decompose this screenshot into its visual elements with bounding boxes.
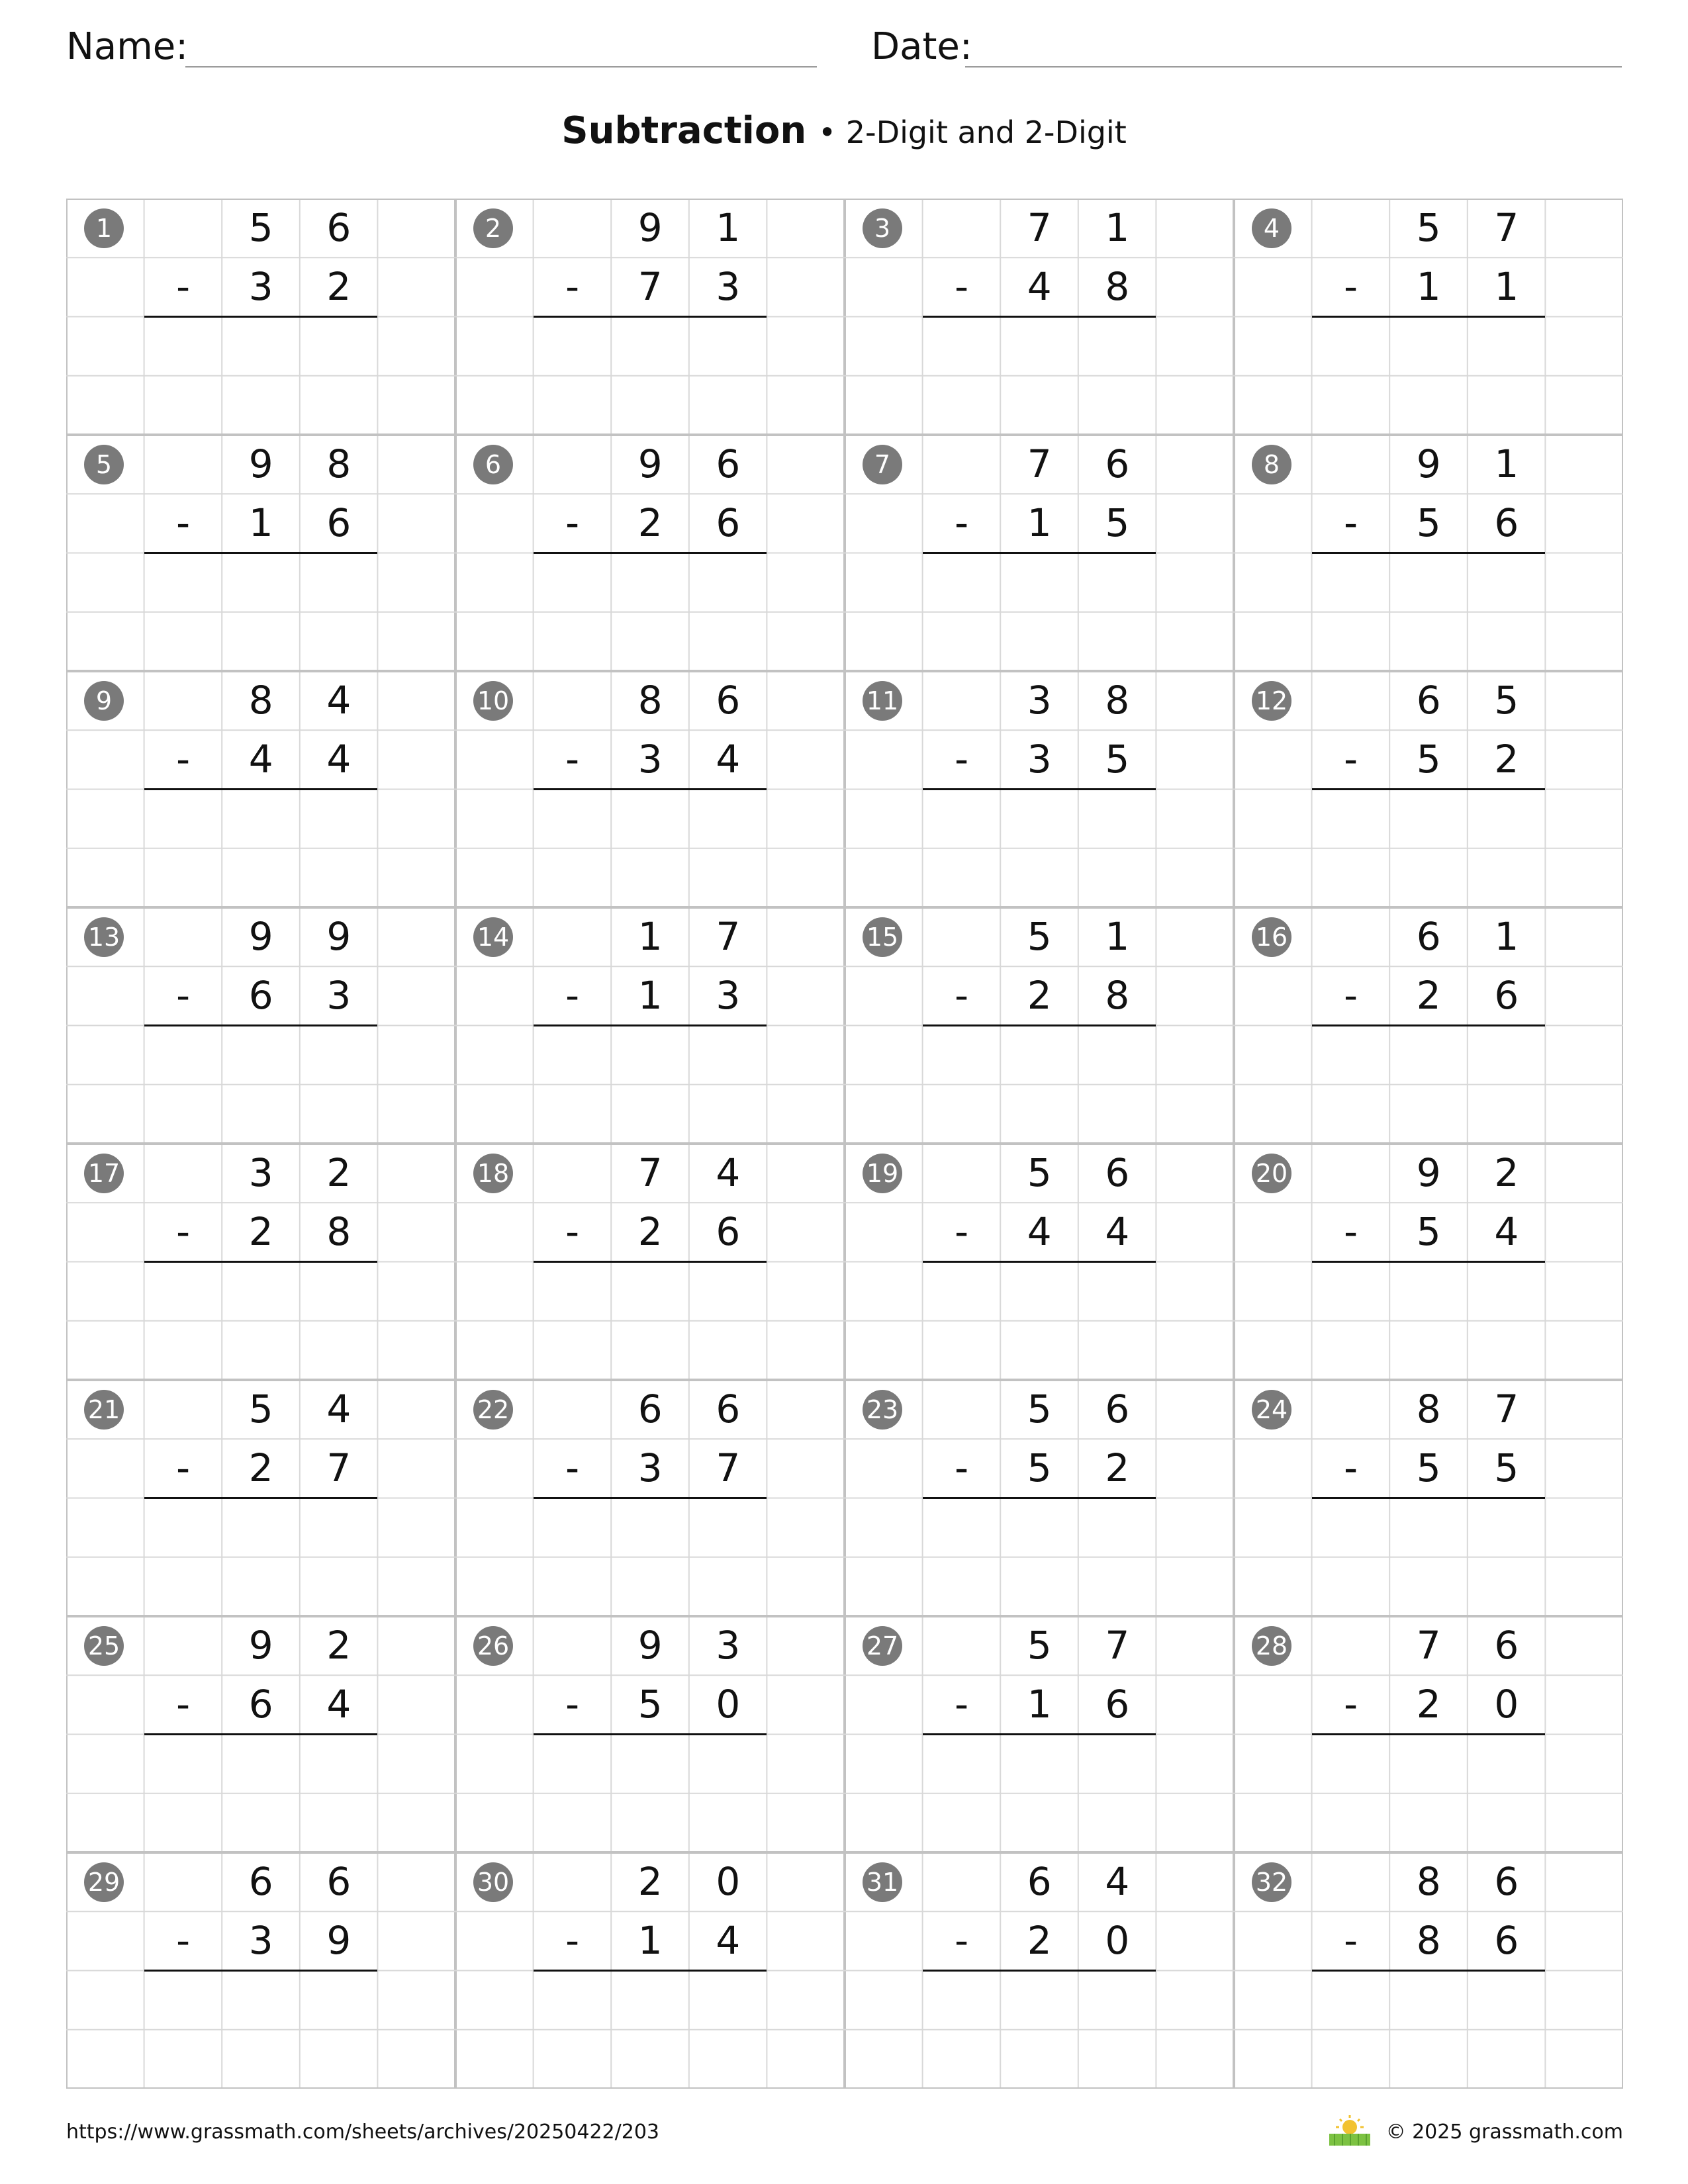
subtrahend-tens-digit: 4 — [1027, 1209, 1052, 1255]
minus-sign: - — [176, 500, 191, 546]
subtrahend-tens-digit: 2 — [1416, 1682, 1441, 1727]
minuend-ones-digit: 6 — [716, 1387, 741, 1432]
minus-sign: - — [1344, 500, 1358, 546]
name-label: Name: — [66, 25, 189, 68]
minus-sign: - — [955, 500, 969, 546]
minuend-ones-digit: 6 — [1494, 1859, 1519, 1904]
minuend-tens-digit: 7 — [1027, 205, 1052, 250]
minuend-tens-digit: 9 — [1416, 441, 1441, 486]
problem-number-badge: 13 — [84, 917, 124, 957]
minus-sign: - — [955, 1445, 969, 1491]
problem-number-badge: 7 — [863, 445, 902, 484]
problem-12 — [1234, 671, 1623, 907]
minus-sign: - — [955, 737, 969, 782]
minuend-ones-digit: 6 — [1105, 441, 1130, 486]
problem-13 — [66, 907, 455, 1144]
minus-sign: - — [176, 1682, 191, 1727]
problem-14 — [455, 907, 845, 1144]
subtrahend-tens-digit: 1 — [1027, 500, 1052, 546]
answer-rule — [534, 1024, 767, 1026]
subtrahend-tens-digit: 2 — [248, 1445, 273, 1491]
answer-rule — [144, 1497, 378, 1499]
subtrahend-ones-digit: 0 — [1494, 1682, 1519, 1727]
minuend-ones-digit: 6 — [326, 1859, 352, 1904]
answer-rule — [144, 316, 378, 318]
subtrahend-tens-digit: 4 — [1027, 264, 1052, 310]
minuend-tens-digit: 7 — [1416, 1623, 1441, 1668]
minuend-tens-digit: 5 — [248, 1387, 273, 1432]
subtrahend-tens-digit: 2 — [248, 1209, 273, 1255]
answer-rule — [534, 1970, 767, 1972]
answer-rule — [144, 1733, 378, 1735]
minuend-ones-digit: 1 — [716, 205, 741, 250]
problem-number-badge: 31 — [863, 1862, 902, 1902]
minuend-ones-digit: 2 — [326, 1150, 352, 1195]
problem-22 — [455, 1380, 845, 1616]
problem-number-badge: 3 — [863, 208, 902, 248]
minuend-tens-digit: 2 — [637, 1859, 663, 1904]
problem-9 — [66, 671, 455, 907]
problem-21 — [66, 1380, 455, 1616]
minus-sign: - — [565, 1682, 580, 1727]
minuend-tens-digit: 3 — [1027, 678, 1052, 723]
answer-rule — [923, 552, 1156, 554]
problem-20 — [1234, 1144, 1623, 1380]
date-line — [965, 66, 1622, 68]
minuend-ones-digit: 2 — [1494, 1150, 1519, 1195]
subtrahend-ones-digit: 7 — [716, 1445, 741, 1491]
minuend-tens-digit: 8 — [1416, 1387, 1441, 1432]
minuend-tens-digit: 8 — [248, 678, 273, 723]
answer-rule — [923, 1970, 1156, 1972]
name-field — [66, 24, 817, 70]
minus-sign: - — [1344, 1445, 1358, 1491]
subtrahend-ones-digit: 7 — [326, 1445, 352, 1491]
minus-sign: - — [1344, 1209, 1358, 1255]
minus-sign: - — [176, 264, 191, 310]
subtrahend-tens-digit: 3 — [637, 1445, 663, 1491]
answer-rule — [923, 1024, 1156, 1026]
answer-rule — [1312, 1970, 1546, 1972]
minuend-ones-digit: 6 — [716, 441, 741, 486]
subtrahend-ones-digit: 5 — [1105, 500, 1130, 546]
subtrahend-tens-digit: 2 — [1416, 973, 1441, 1019]
subtrahend-tens-digit: 3 — [248, 264, 273, 310]
problem-3 — [845, 199, 1234, 435]
title-sub: • 2-Digit and 2-Digit — [818, 114, 1127, 150]
problem-number-badge: 25 — [84, 1626, 124, 1666]
minuend-tens-digit: 5 — [1027, 1623, 1052, 1668]
subtrahend-tens-digit: 7 — [637, 264, 663, 310]
minuend-tens-digit: 5 — [1027, 1150, 1052, 1195]
minuend-ones-digit: 6 — [716, 678, 741, 723]
minuend-ones-digit: 5 — [1494, 678, 1519, 723]
answer-rule — [1312, 1261, 1546, 1263]
worksheet-title — [0, 105, 1688, 159]
subtrahend-tens-digit: 3 — [637, 737, 663, 782]
minuend-tens-digit: 1 — [637, 914, 663, 959]
minuend-tens-digit: 5 — [1027, 914, 1052, 959]
subtrahend-tens-digit: 1 — [1416, 264, 1441, 310]
subtrahend-tens-digit: 6 — [248, 973, 273, 1019]
problem-number-badge: 26 — [473, 1626, 513, 1666]
subtrahend-tens-digit: 5 — [637, 1682, 663, 1727]
subtrahend-ones-digit: 2 — [326, 264, 352, 310]
subtrahend-ones-digit: 6 — [716, 1209, 741, 1255]
minuend-ones-digit: 8 — [1105, 678, 1130, 723]
subtrahend-ones-digit: 8 — [326, 1209, 352, 1255]
problem-number-badge: 21 — [84, 1390, 124, 1430]
minus-sign: - — [955, 1682, 969, 1727]
problem-number-badge: 14 — [473, 917, 513, 957]
minus-sign: - — [565, 1918, 580, 1964]
problem-number-badge: 9 — [84, 681, 124, 721]
problem-16 — [1234, 907, 1623, 1144]
problem-28 — [1234, 1616, 1623, 1852]
minus-sign: - — [955, 1918, 969, 1964]
problem-17 — [66, 1144, 455, 1380]
minus-sign: - — [1344, 737, 1358, 782]
minuend-tens-digit: 6 — [248, 1859, 273, 1904]
answer-rule — [534, 788, 767, 790]
subtrahend-ones-digit: 6 — [326, 500, 352, 546]
minuend-tens-digit: 5 — [1027, 1387, 1052, 1432]
subtrahend-ones-digit: 8 — [1105, 264, 1130, 310]
subtrahend-ones-digit: 8 — [1105, 973, 1130, 1019]
minus-sign: - — [955, 264, 969, 310]
answer-rule — [923, 788, 1156, 790]
answer-rule — [534, 1261, 767, 1263]
problem-29 — [66, 1852, 455, 2089]
minus-sign: - — [176, 973, 191, 1019]
subtrahend-ones-digit: 6 — [1494, 973, 1519, 1019]
answer-rule — [1312, 788, 1546, 790]
minus-sign: - — [176, 1209, 191, 1255]
minus-sign: - — [565, 973, 580, 1019]
minuend-ones-digit: 7 — [1494, 205, 1519, 250]
answer-rule — [1312, 1733, 1546, 1735]
subtrahend-ones-digit: 6 — [716, 500, 741, 546]
subtrahend-tens-digit: 8 — [1416, 1918, 1441, 1964]
problem-4 — [1234, 199, 1623, 435]
problem-number-badge: 16 — [1252, 917, 1291, 957]
subtrahend-ones-digit: 2 — [1494, 737, 1519, 782]
problem-number-badge: 15 — [863, 917, 902, 957]
minuend-tens-digit: 9 — [637, 205, 663, 250]
title-main: Subtraction — [561, 109, 807, 152]
minuend-ones-digit: 4 — [326, 678, 352, 723]
minuend-ones-digit: 1 — [1494, 441, 1519, 486]
minuend-ones-digit: 0 — [716, 1859, 741, 1904]
minus-sign: - — [565, 1209, 580, 1255]
minus-sign: - — [1344, 1682, 1358, 1727]
subtrahend-ones-digit: 6 — [1494, 500, 1519, 546]
problem-number-badge: 1 — [84, 208, 124, 248]
problem-11 — [845, 671, 1234, 907]
problem-number-badge: 8 — [1252, 445, 1291, 484]
problem-30 — [455, 1852, 845, 2089]
answer-rule — [534, 1497, 767, 1499]
problem-25 — [66, 1616, 455, 1852]
subtrahend-ones-digit: 5 — [1105, 737, 1130, 782]
problem-number-badge: 19 — [863, 1154, 902, 1193]
subtrahend-tens-digit: 3 — [248, 1918, 273, 1964]
name-line — [185, 66, 817, 68]
problem-7 — [845, 435, 1234, 671]
problem-26 — [455, 1616, 845, 1852]
date-field — [871, 24, 1622, 70]
subtrahend-ones-digit: 4 — [716, 1918, 741, 1964]
minus-sign: - — [176, 737, 191, 782]
subtrahend-ones-digit: 2 — [1105, 1445, 1130, 1491]
problem-number-badge: 20 — [1252, 1154, 1291, 1193]
problem-number-badge: 2 — [473, 208, 513, 248]
minuend-tens-digit: 5 — [1416, 205, 1441, 250]
problem-24 — [1234, 1380, 1623, 1616]
answer-rule — [534, 552, 767, 554]
problem-8 — [1234, 435, 1623, 671]
problem-15 — [845, 907, 1234, 1144]
problem-number-badge: 24 — [1252, 1390, 1291, 1430]
minuend-tens-digit: 7 — [637, 1150, 663, 1195]
subtrahend-tens-digit: 5 — [1027, 1445, 1052, 1491]
answer-rule — [923, 1733, 1156, 1735]
subtrahend-ones-digit: 5 — [1494, 1445, 1519, 1491]
subtrahend-ones-digit: 9 — [326, 1918, 352, 1964]
subtrahend-tens-digit: 2 — [637, 500, 663, 546]
minuend-tens-digit: 8 — [637, 678, 663, 723]
subtrahend-tens-digit: 4 — [248, 737, 273, 782]
minuend-ones-digit: 3 — [716, 1623, 741, 1668]
problem-number-badge: 28 — [1252, 1626, 1291, 1666]
problem-number-badge: 6 — [473, 445, 513, 484]
minus-sign: - — [565, 264, 580, 310]
answer-rule — [534, 316, 767, 318]
subtrahend-ones-digit: 3 — [716, 264, 741, 310]
problem-number-badge: 11 — [863, 681, 902, 721]
problem-number-badge: 29 — [84, 1862, 124, 1902]
minuend-tens-digit: 5 — [248, 205, 273, 250]
subtrahend-ones-digit: 3 — [326, 973, 352, 1019]
minuend-tens-digit: 3 — [248, 1150, 273, 1195]
subtrahend-tens-digit: 1 — [1027, 1682, 1052, 1727]
subtrahend-ones-digit: 1 — [1494, 264, 1519, 310]
minus-sign: - — [1344, 973, 1358, 1019]
minuend-ones-digit: 2 — [326, 1623, 352, 1668]
problem-32 — [1234, 1852, 1623, 2089]
minuend-ones-digit: 4 — [716, 1150, 741, 1195]
minus-sign: - — [955, 1209, 969, 1255]
answer-rule — [1312, 316, 1546, 318]
problem-number-badge: 22 — [473, 1390, 513, 1430]
minuend-tens-digit: 6 — [637, 1387, 663, 1432]
subtrahend-ones-digit: 4 — [1105, 1209, 1130, 1255]
answer-rule — [144, 1261, 378, 1263]
minuend-ones-digit: 7 — [1105, 1623, 1130, 1668]
answer-rule — [923, 316, 1156, 318]
minuend-tens-digit: 9 — [248, 914, 273, 959]
problem-5 — [66, 435, 455, 671]
worksheet-grid — [66, 199, 1623, 2089]
minus-sign: - — [1344, 1918, 1358, 1964]
problem-number-badge: 18 — [473, 1154, 513, 1193]
minus-sign: - — [1344, 264, 1358, 310]
problem-6 — [455, 435, 845, 671]
problem-number-badge: 5 — [84, 445, 124, 484]
minuend-ones-digit: 8 — [326, 441, 352, 486]
footer-copyright: © 2025 grassmath.com — [1385, 2120, 1623, 2144]
minuend-ones-digit: 1 — [1105, 205, 1130, 250]
subtrahend-ones-digit: 0 — [1105, 1918, 1130, 1964]
minuend-tens-digit: 6 — [1416, 678, 1441, 723]
minuend-tens-digit: 8 — [1416, 1859, 1441, 1904]
subtrahend-tens-digit: 2 — [1027, 1918, 1052, 1964]
subtrahend-tens-digit: 2 — [1027, 973, 1052, 1019]
minuend-ones-digit: 4 — [326, 1387, 352, 1432]
minuend-tens-digit: 6 — [1027, 1859, 1052, 1904]
subtrahend-tens-digit: 1 — [248, 500, 273, 546]
problem-18 — [455, 1144, 845, 1380]
problem-23 — [845, 1380, 1234, 1616]
minuend-ones-digit: 9 — [326, 914, 352, 959]
problem-number-badge: 12 — [1252, 681, 1291, 721]
problem-number-badge: 4 — [1252, 208, 1291, 248]
minuend-tens-digit: 7 — [1027, 441, 1052, 486]
subtrahend-tens-digit: 5 — [1416, 1445, 1441, 1491]
problem-number-badge: 30 — [473, 1862, 513, 1902]
minus-sign: - — [955, 973, 969, 1019]
grass-sun-logo-icon — [1327, 2113, 1373, 2147]
answer-rule — [144, 788, 378, 790]
problem-10 — [455, 671, 845, 907]
answer-rule — [144, 1024, 378, 1026]
minuend-tens-digit: 9 — [248, 1623, 273, 1668]
answer-rule — [923, 1497, 1156, 1499]
answer-rule — [144, 1970, 378, 1972]
problem-19 — [845, 1144, 1234, 1380]
footer-url: https://www.grassmath.com/sheets/archives/20250422/203 — [66, 2120, 660, 2144]
subtrahend-tens-digit: 2 — [637, 1209, 663, 1255]
subtrahend-ones-digit: 0 — [716, 1682, 741, 1727]
minus-sign: - — [565, 1445, 580, 1491]
problem-27 — [845, 1616, 1234, 1852]
minus-sign: - — [565, 737, 580, 782]
minus-sign: - — [176, 1445, 191, 1491]
minus-sign: - — [176, 1918, 191, 1964]
minuend-tens-digit: 9 — [637, 1623, 663, 1668]
problem-31 — [845, 1852, 1234, 2089]
subtrahend-tens-digit: 5 — [1416, 500, 1441, 546]
problem-1 — [66, 199, 455, 435]
problem-number-badge: 32 — [1252, 1862, 1291, 1902]
minuend-ones-digit: 1 — [1105, 914, 1130, 959]
subtrahend-ones-digit: 4 — [1494, 1209, 1519, 1255]
problem-number-badge: 10 — [473, 681, 513, 721]
answer-rule — [144, 552, 378, 554]
subtrahend-ones-digit: 3 — [716, 973, 741, 1019]
problem-number-badge: 17 — [84, 1154, 124, 1193]
problem-number-badge: 23 — [863, 1390, 902, 1430]
minuend-ones-digit: 7 — [1494, 1387, 1519, 1432]
minus-sign: - — [565, 500, 580, 546]
date-label: Date: — [871, 25, 972, 68]
minuend-ones-digit: 6 — [1105, 1150, 1130, 1195]
subtrahend-ones-digit: 4 — [716, 737, 741, 782]
minuend-tens-digit: 9 — [637, 441, 663, 486]
minuend-ones-digit: 6 — [326, 205, 352, 250]
subtrahend-ones-digit: 6 — [1105, 1682, 1130, 1727]
minuend-tens-digit: 9 — [1416, 1150, 1441, 1195]
answer-rule — [534, 1733, 767, 1735]
answer-rule — [1312, 1024, 1546, 1026]
subtrahend-ones-digit: 4 — [326, 1682, 352, 1727]
subtrahend-ones-digit: 6 — [1494, 1918, 1519, 1964]
minuend-ones-digit: 7 — [716, 914, 741, 959]
problem-number-badge: 27 — [863, 1626, 902, 1666]
minuend-ones-digit: 4 — [1105, 1859, 1130, 1904]
minuend-tens-digit: 6 — [1416, 914, 1441, 959]
subtrahend-tens-digit: 6 — [248, 1682, 273, 1727]
minuend-ones-digit: 6 — [1105, 1387, 1130, 1432]
answer-rule — [1312, 1497, 1546, 1499]
minuend-ones-digit: 1 — [1494, 914, 1519, 959]
minuend-ones-digit: 6 — [1494, 1623, 1519, 1668]
problem-2 — [455, 199, 845, 435]
answer-rule — [1312, 552, 1546, 554]
subtrahend-tens-digit: 1 — [637, 973, 663, 1019]
subtrahend-tens-digit: 3 — [1027, 737, 1052, 782]
minuend-tens-digit: 9 — [248, 441, 273, 486]
subtrahend-tens-digit: 1 — [637, 1918, 663, 1964]
answer-rule — [923, 1261, 1156, 1263]
subtrahend-tens-digit: 5 — [1416, 737, 1441, 782]
subtrahend-tens-digit: 5 — [1416, 1209, 1441, 1255]
subtrahend-ones-digit: 4 — [326, 737, 352, 782]
